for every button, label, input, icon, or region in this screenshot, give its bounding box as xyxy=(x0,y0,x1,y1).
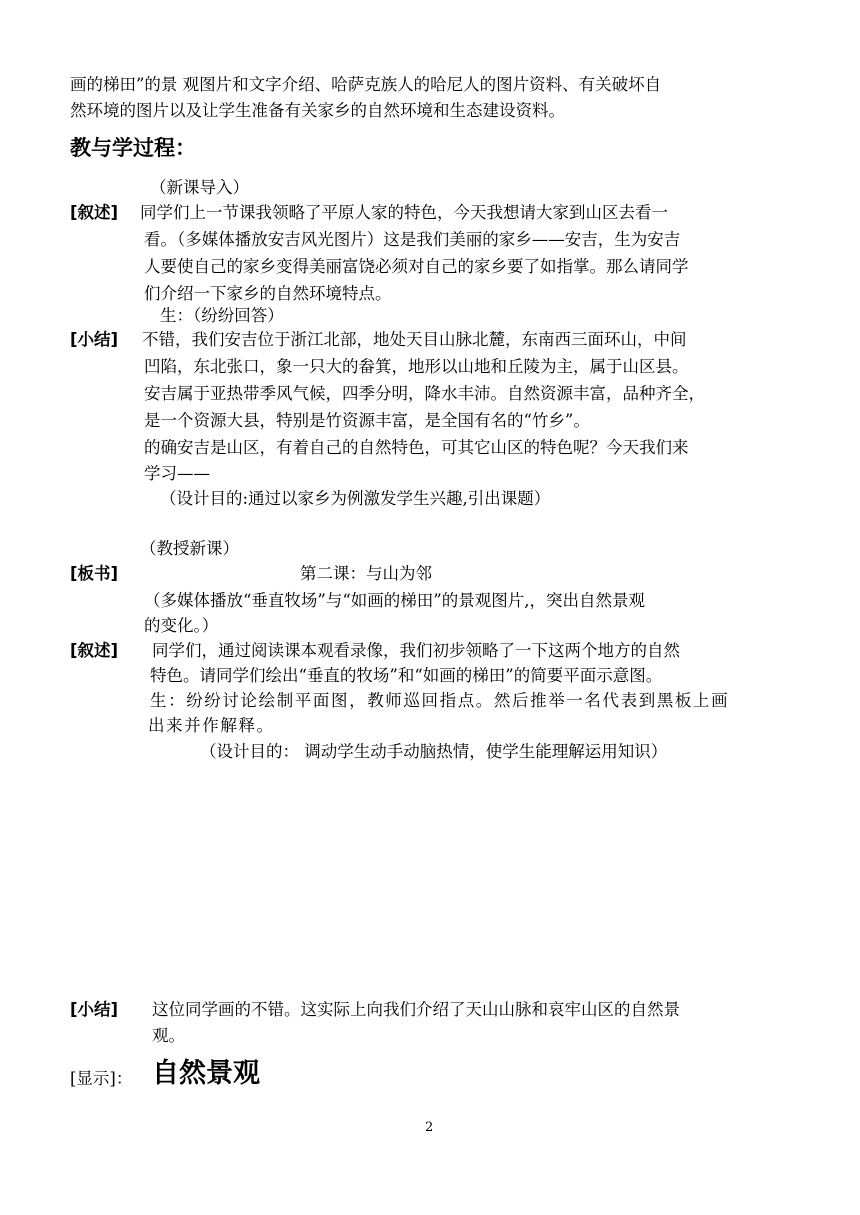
summary1-line-2: 凹陷，东北张口，象一只大的畚箕，地形以山地和丘陵为主，属于山区县。 xyxy=(144,357,689,376)
design-purpose-1: （设计目的:通过以家乡为例激发学生兴趣,引出课题） xyxy=(160,489,551,508)
narrate1-line-1: 同学们上一节课我领略了平原人家的特色，今天我想请大家到山区去看一 xyxy=(140,203,668,222)
narrate2-tag: [叙述] xyxy=(70,641,119,660)
media-line-2: 的变化。） xyxy=(144,616,219,635)
narrate2-line-1: 同学们，通过阅读课本观看录像，我们初步领略了一下这两个地方的自然 xyxy=(152,641,680,660)
student2-line-2: 出来并作解释。 xyxy=(148,716,275,735)
summary-tag: [小结] xyxy=(70,330,119,349)
narrate1-line-4: 们介绍一下家乡的自然环境特点。 xyxy=(144,284,392,303)
teach-new-label: （教授新课） xyxy=(140,539,239,558)
new-lesson-intro: （新课导入） xyxy=(150,178,249,197)
intro-line-1: 画的梯田”的景 观图片和文字介绍、哈萨克族人的哈尼人的图片资料、有关破坏自 xyxy=(70,75,662,94)
summary2-line-1: 这位同学画的不错。这实际上向我们介绍了天山山脉和哀牢山区的自然景 xyxy=(152,1000,680,1019)
narrate-tag: [叙述] xyxy=(70,203,119,222)
natural-landscape-heading: 自然景观 xyxy=(152,1058,260,1089)
summary1-line-5: 的确安吉是山区，有着自己的自然特色，可其它山区的特色呢？今天我们来 xyxy=(144,438,689,457)
lesson-title: 第二课：与山为邻 xyxy=(300,564,432,583)
section-title: 教与学过程： xyxy=(70,136,196,160)
summary1-line-4: 是一个资源大县，特别是竹资源丰富，是全国有名的“竹乡”。 xyxy=(144,411,590,430)
design-purpose-2: （设计目的： 调动学生动手动脑热情，使学生能理解运用知识） xyxy=(200,742,668,761)
narrate1-line-3: 人要使自己的家乡变得美丽富饶必须对自己的家乡要了如指掌。那么请同学 xyxy=(144,257,689,276)
narrate2-line-2: 特色。请同学们绘出“垂直的牧场”和“如画的梯田”的简要平面示意图。 xyxy=(150,666,663,685)
board-tag: [板书] xyxy=(70,564,119,583)
summary2-line-2: 观。 xyxy=(152,1026,185,1045)
intro-line-2: 然环境的图片以及让学生准备有关家乡的自然环境和生态建设资料。 xyxy=(70,101,565,120)
narrate1-line-2: 看。（多媒体播放安吉风光图片）这是我们美丽的家乡——安吉，生为安吉 xyxy=(144,230,681,249)
page-number: 2 xyxy=(425,1120,434,1135)
summary1-line-6: 学习—— xyxy=(144,464,210,483)
summary1-line-3: 安吉属于亚热带季风气候，四季分明，降水丰沛。自然资源丰富，品种齐全， xyxy=(144,384,705,403)
summary2-tag: [小结] xyxy=(70,1000,119,1019)
media-line-1: （多媒体播放“垂直牧场”与“如画的梯田”的景观图片,，突出自然景观 xyxy=(144,591,645,610)
student2-line-1: 生：纷纷讨论绘制平面图，教师巡回指点。然后推举一名代表到黑板上画 xyxy=(150,691,730,710)
show-tag: [显示]： xyxy=(70,1069,133,1088)
student-answer: 生：（纷纷回答） xyxy=(160,306,284,325)
summary1-line-1: 不错，我们安吉位于浙江北部，地处天目山脉北麓，东南西三面环山，中间 xyxy=(142,330,687,349)
